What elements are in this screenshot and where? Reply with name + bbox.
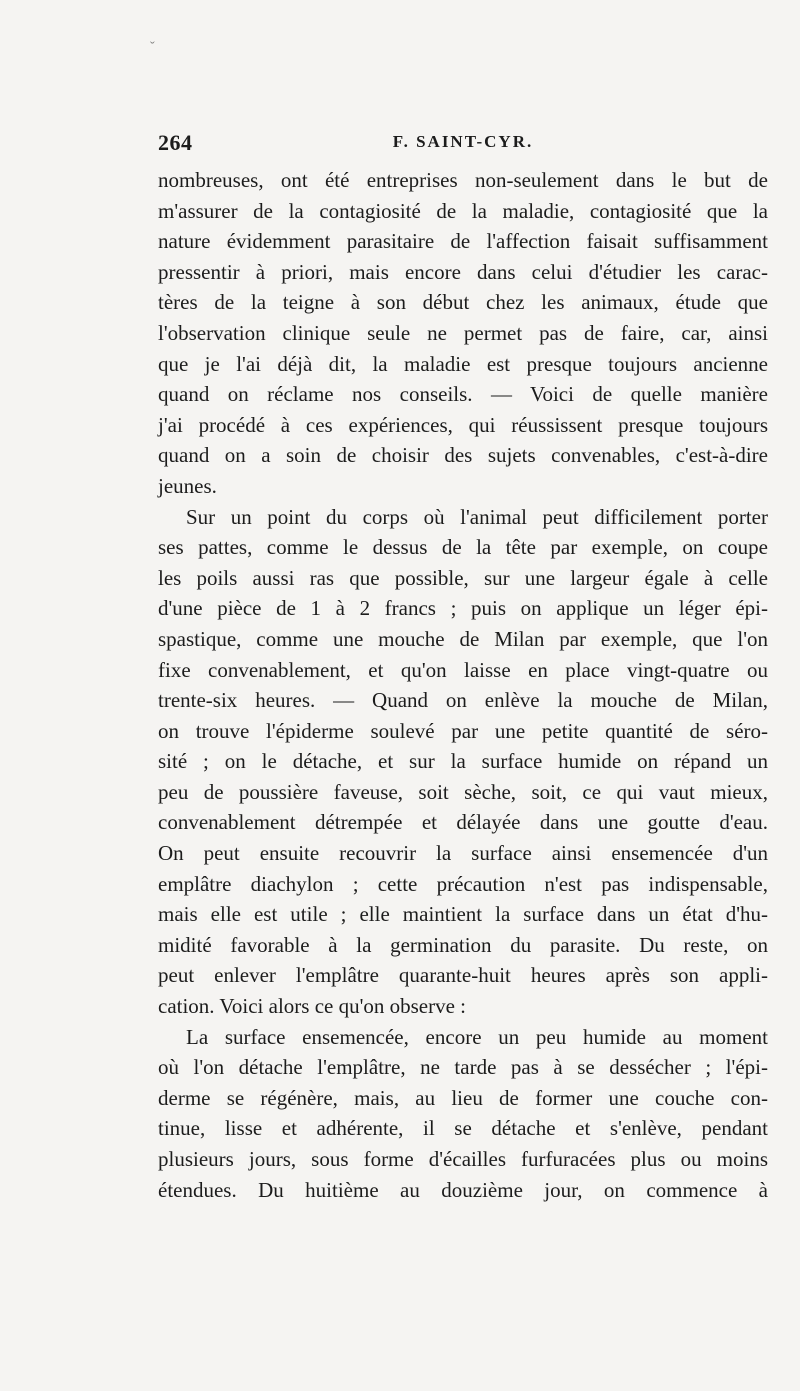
text-line: fixe convenablement, et qu'on laisse en place vingt-quatre ou (158, 657, 768, 682)
text-line: on trouve l'épiderme soulevé par une petite quantité de séro- (158, 718, 768, 743)
body-text (158, 165, 768, 1205)
text-line: La surface ensemencée, encore un peu humide au moment (186, 1024, 768, 1049)
text-line: ses pattes, comme le dessus de la tête par exemple, on coupe (158, 535, 768, 560)
text-line: On peut ensuite recouvrir la surface ainsi ensemencée d'un (158, 841, 768, 866)
text-line: d'une pièce de 1 à 2 francs ; puis on applique un léger épi- (158, 596, 768, 621)
text-line: tères de la teigne à son début chez les animaux, étude que (158, 290, 768, 315)
text-line: spastique, comme une mouche de Milan par exemple, que l'on (158, 626, 768, 651)
text-line: étendues. Du huitième au douzième jour, on commence à (158, 1177, 768, 1202)
text-line: trente-six heures. — Quand on enlève la mouche de Milan, (158, 688, 768, 713)
text-line: peu de poussière faveuse, soit sèche, soit, ce qui vaut mieux, (158, 779, 768, 804)
page-number: 264 (158, 130, 193, 155)
text-line: où l'on détache l'emplâtre, ne tarde pas à se dessécher ; l'épi- (158, 1055, 768, 1080)
text-line: sité ; on le détache, et sur la surface humide on répand un (158, 749, 768, 774)
text-line: tinue, lisse et adhérente, il se détache et s'enlève, pendant (158, 1116, 768, 1141)
text-line: quand on a soin de choisir des sujets convenables, c'est-à-dire (158, 443, 768, 468)
running-title: F. SAINT-CYR. (392, 132, 534, 151)
text-line: quand on réclame nos conseils. — Voici de quelle manière (158, 382, 768, 407)
text-line: mais elle est utile ; elle maintient la surface dans un état d'hu- (158, 902, 768, 927)
text-line: nombreuses, ont été entreprises non-seulement dans le but de (158, 168, 768, 192)
text-line: cation. Voici alors ce qu'on observe : (158, 994, 467, 1019)
paragraph (158, 165, 768, 502)
text-line: m'assurer de la contagiosité de la maladie, contagiosité que la (158, 198, 768, 223)
text-line: pressentir à priori, mais encore dans celui d'étudier les carac- (158, 259, 768, 284)
text-line: les poils aussi ras que possible, sur une largeur égale à celle (158, 565, 768, 590)
page-header (158, 130, 768, 164)
paragraph (158, 502, 768, 1022)
text-line: midité favorable à la germination du parasite. Du reste, on (158, 932, 768, 957)
stray-mark: ˇ (150, 40, 155, 55)
text-line: peut enlever l'emplâtre quarante-huit heures après son appli- (158, 963, 768, 988)
text-line: l'observation clinique seule ne permet pas de faire, car, ainsi (158, 320, 768, 345)
text-line: j'ai procédé à ces expériences, qui réussissent presque toujours (158, 412, 768, 437)
text-line: convenablement détrempée et délayée dans une goutte d'eau. (158, 810, 768, 835)
text-line: emplâtre diachylon ; cette précaution n'est pas indispensable, (158, 871, 768, 896)
text-line: jeunes. (158, 473, 217, 498)
text-line: plusieurs jours, sous forme d'écailles furfuracées plus ou moins (158, 1147, 768, 1171)
text-line: Sur un point du corps où l'animal peut difficilement porter (186, 504, 768, 529)
text-line: que je l'ai déjà dit, la maladie est presque toujours ancienne (158, 351, 768, 376)
text-line: derme se régénère, mais, au lieu de former une couche con- (158, 1085, 768, 1110)
paragraph (158, 1022, 768, 1206)
text-line: nature évidemment parasitaire de l'affection faisait suffisamment (158, 229, 768, 254)
